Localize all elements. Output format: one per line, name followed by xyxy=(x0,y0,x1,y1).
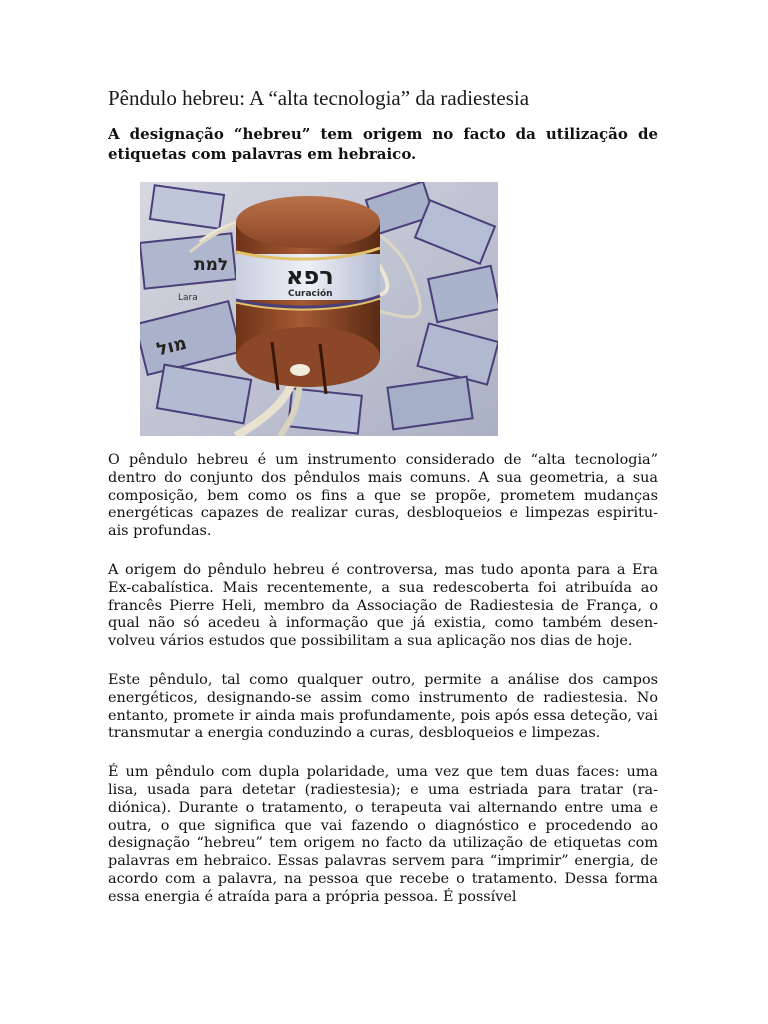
photo-label-lara: Lara xyxy=(178,293,198,303)
paragraph-3: Este pêndulo, tal como qualquer outro, permite a análise dos campos energéticos, designando-se assim como instrumento de radiestesia. No entanto, promete ir ainda mais profundamente, pois após essa deteção, vai transmutar a energia conduzindo a curas, desbloqueios e limpezas. xyxy=(108,671,658,742)
page-title: Pêndulo hebreu: A “alta tecnologia” da radiestesia xyxy=(108,86,530,110)
photo-hebrew-left: למת xyxy=(194,255,229,275)
pendulum-photo xyxy=(140,182,498,436)
body-text xyxy=(108,452,658,928)
paragraph-1: O pêndulo hebreu é um instrumento considerado de “alta tecnologia” dentro do conjunto dos pêndulos mais comuns. A sua geometria, a sua composição, bem como os fins a que se propõe, prometem mudanças energéticas capazes de realizar curas, desbloqueios e limpezas espiritu- ais profundas. xyxy=(108,452,658,540)
paragraph-4: É um pêndulo com dupla polaridade, uma vez que tem duas faces: uma lisa, usada para detetar (radiestesia); e uma estriada para tratar (ra- diónica). Durante o tratamento, o terapeuta vai alternando entre uma e outra, o que significa que vai fazendo o diagnóstico e procedendo ao designação “hebreu” tem origem no facto da utilização de etiquetas com palavras em hebraico. Essas palavras servem para “imprimir” energia, de acordo com a palavra, na pessoa que recebe o tratamento. Dessa forma essa energia é atraída para a própria pessoa. É possível xyxy=(108,764,658,905)
lead-paragraph: A designação “hebreu” tem origem no facto da utilização de etiquetas com palavras em hebraico. xyxy=(108,125,658,163)
paragraph-2: A origem do pêndulo hebreu é controversa, mas tudo aponta para a Era Ex-cabalística. Mais recentemente, a sua redescoberta foi atribuída ao francês Pierre Heli, membro da Associação de Radiestesia de França, o qual não só acedeu à informação que já existia, como também desen- volveu vários estudos que possibilitam a sua aplicação nos dias de hoje. xyxy=(108,561,658,650)
photo-label-curacion: Curación xyxy=(288,289,333,299)
photo-hebrew-main: רפא xyxy=(286,262,334,290)
pendulum-illustration xyxy=(140,182,498,436)
document-page xyxy=(108,84,658,164)
photo-hebrew-bottom: מול xyxy=(154,332,189,361)
